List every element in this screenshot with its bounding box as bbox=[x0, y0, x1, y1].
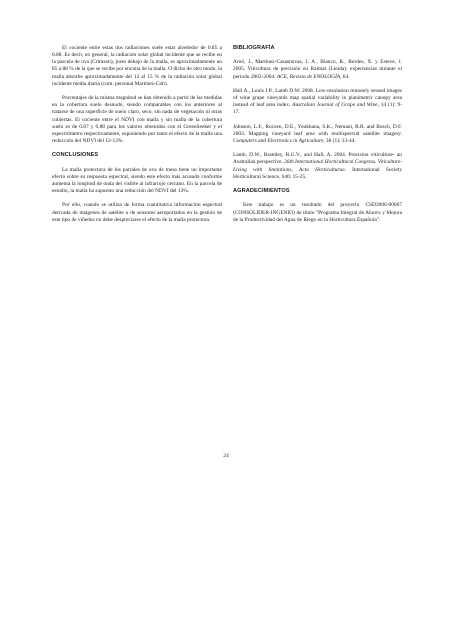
page-number: 24 bbox=[223, 453, 229, 459]
reference-list bbox=[233, 59, 402, 181]
reference-item: Arnó, J., Martínez-Casasnovas, J. A., Blanco, R., Bordes, X. y Esteve, J. 2005. Viticultura de precisión en Raimat (Lleida): experiencias durante el periodo 2002-2004. ACE, Revista de ENOLOGÍA, 64. bbox=[233, 59, 402, 80]
reference-item: Johnson, L.F., Roczen, D.E., Youkhana, S.K., Nemani, R.R. and Bosch, D.F. 2003. Mapping vineyard leaf area with multispectral satellite imagery. Computers and Electronics in Agriculture, 38 (1): 33-44. bbox=[233, 123, 402, 144]
reference-item: Hall A., Louis J.P., Lamb D.W. 2008. Low-resolution remotely sensed images of wine grape vineyards map spatial variability in planimetric canopy area instead of leaf area index. Australian Journal of Grape and Wine, 14 (1): 9-17. bbox=[233, 87, 402, 116]
paragraph-conclusion-2: Por ello, cuando se utiliza de forma cuantitativa información espectral derivada de imágenes de satélite o de sensores aeroportados en la gestión de este tipo de viñedos no debe despreciarse el efecto de la malla protectora. bbox=[52, 202, 222, 223]
left-column bbox=[52, 45, 222, 224]
paragraph-bare-soil: Porcentajes de la misma magnitud se han obtenido a partir de las medidas en la cobertura suelo desnudo, siendo comparables con los anteriores al tratarse de una superficie de suelo claro, seco, sin nada de vegetación ni otras cubiertas. El cociente entre el NDVI con malla y sin malla de la cobertura suelo es de 0.87 y 0.88 para los valores obtenidos con el GreenSeeker y el espectrómetro respectivamente, suponiendo por tanto el efecto de la malla una reducción del NDVI del 12-13%. bbox=[52, 95, 222, 145]
acknowledgements-heading: AGRADECIMIENTOS bbox=[233, 188, 290, 195]
acknowledgements-text: Este trabajo es un resultado del proyecto CSD2006-00067 (CONSOLIDER-INGENIO) de título "Programa Integral de Ahorro y Mejora de la Productividad del Agua de Riego en la Horticultura Española". bbox=[233, 202, 402, 223]
paragraph-radiation-ratio: El cociente entre estas dos radiaciones suele estar alrededor de 0.85 a 0.88. Es decir, en general, la radiación solar global incidente que se recibe en la parcela de uva (Crimson), justo debajo de la malla, es aproximadamente un 85 a 88 % de la que se recibe por encima de la malla. O dicho de otro modo, la malla absorbe aproximadamente del 12 al 15 % de la radiación solar global incidente media diaria (com. personal Martínez-Cob). bbox=[52, 45, 222, 87]
conclusions-heading: CONCLUSIONES bbox=[52, 152, 99, 159]
right-column bbox=[233, 45, 402, 224]
reference-item: Lamb, D.W., Bramley, R.G.V., and Hall, A. 2004. Precision viticulture- an Australian perspective. 26th International Horticultural Congress. Viticulture- Living with limitations, Acta Horticulturae. International Society Horticultural Science, 640: 15-25. bbox=[233, 152, 403, 180]
bibliography-heading: BIBLIOGRAFÍA bbox=[233, 45, 275, 51]
paragraph-conclusion-1: La malla protectora de los parrales de uva de mesa tiene un importante efecto sobre su respuesta espectral, siendo este efecto más acusado conforme aumenta la longitud de onda del visible al infrarrojo cercano. En la parcela de estudio, la malla ha supuesto una reducción del NDVI del 13%. bbox=[52, 166, 222, 195]
